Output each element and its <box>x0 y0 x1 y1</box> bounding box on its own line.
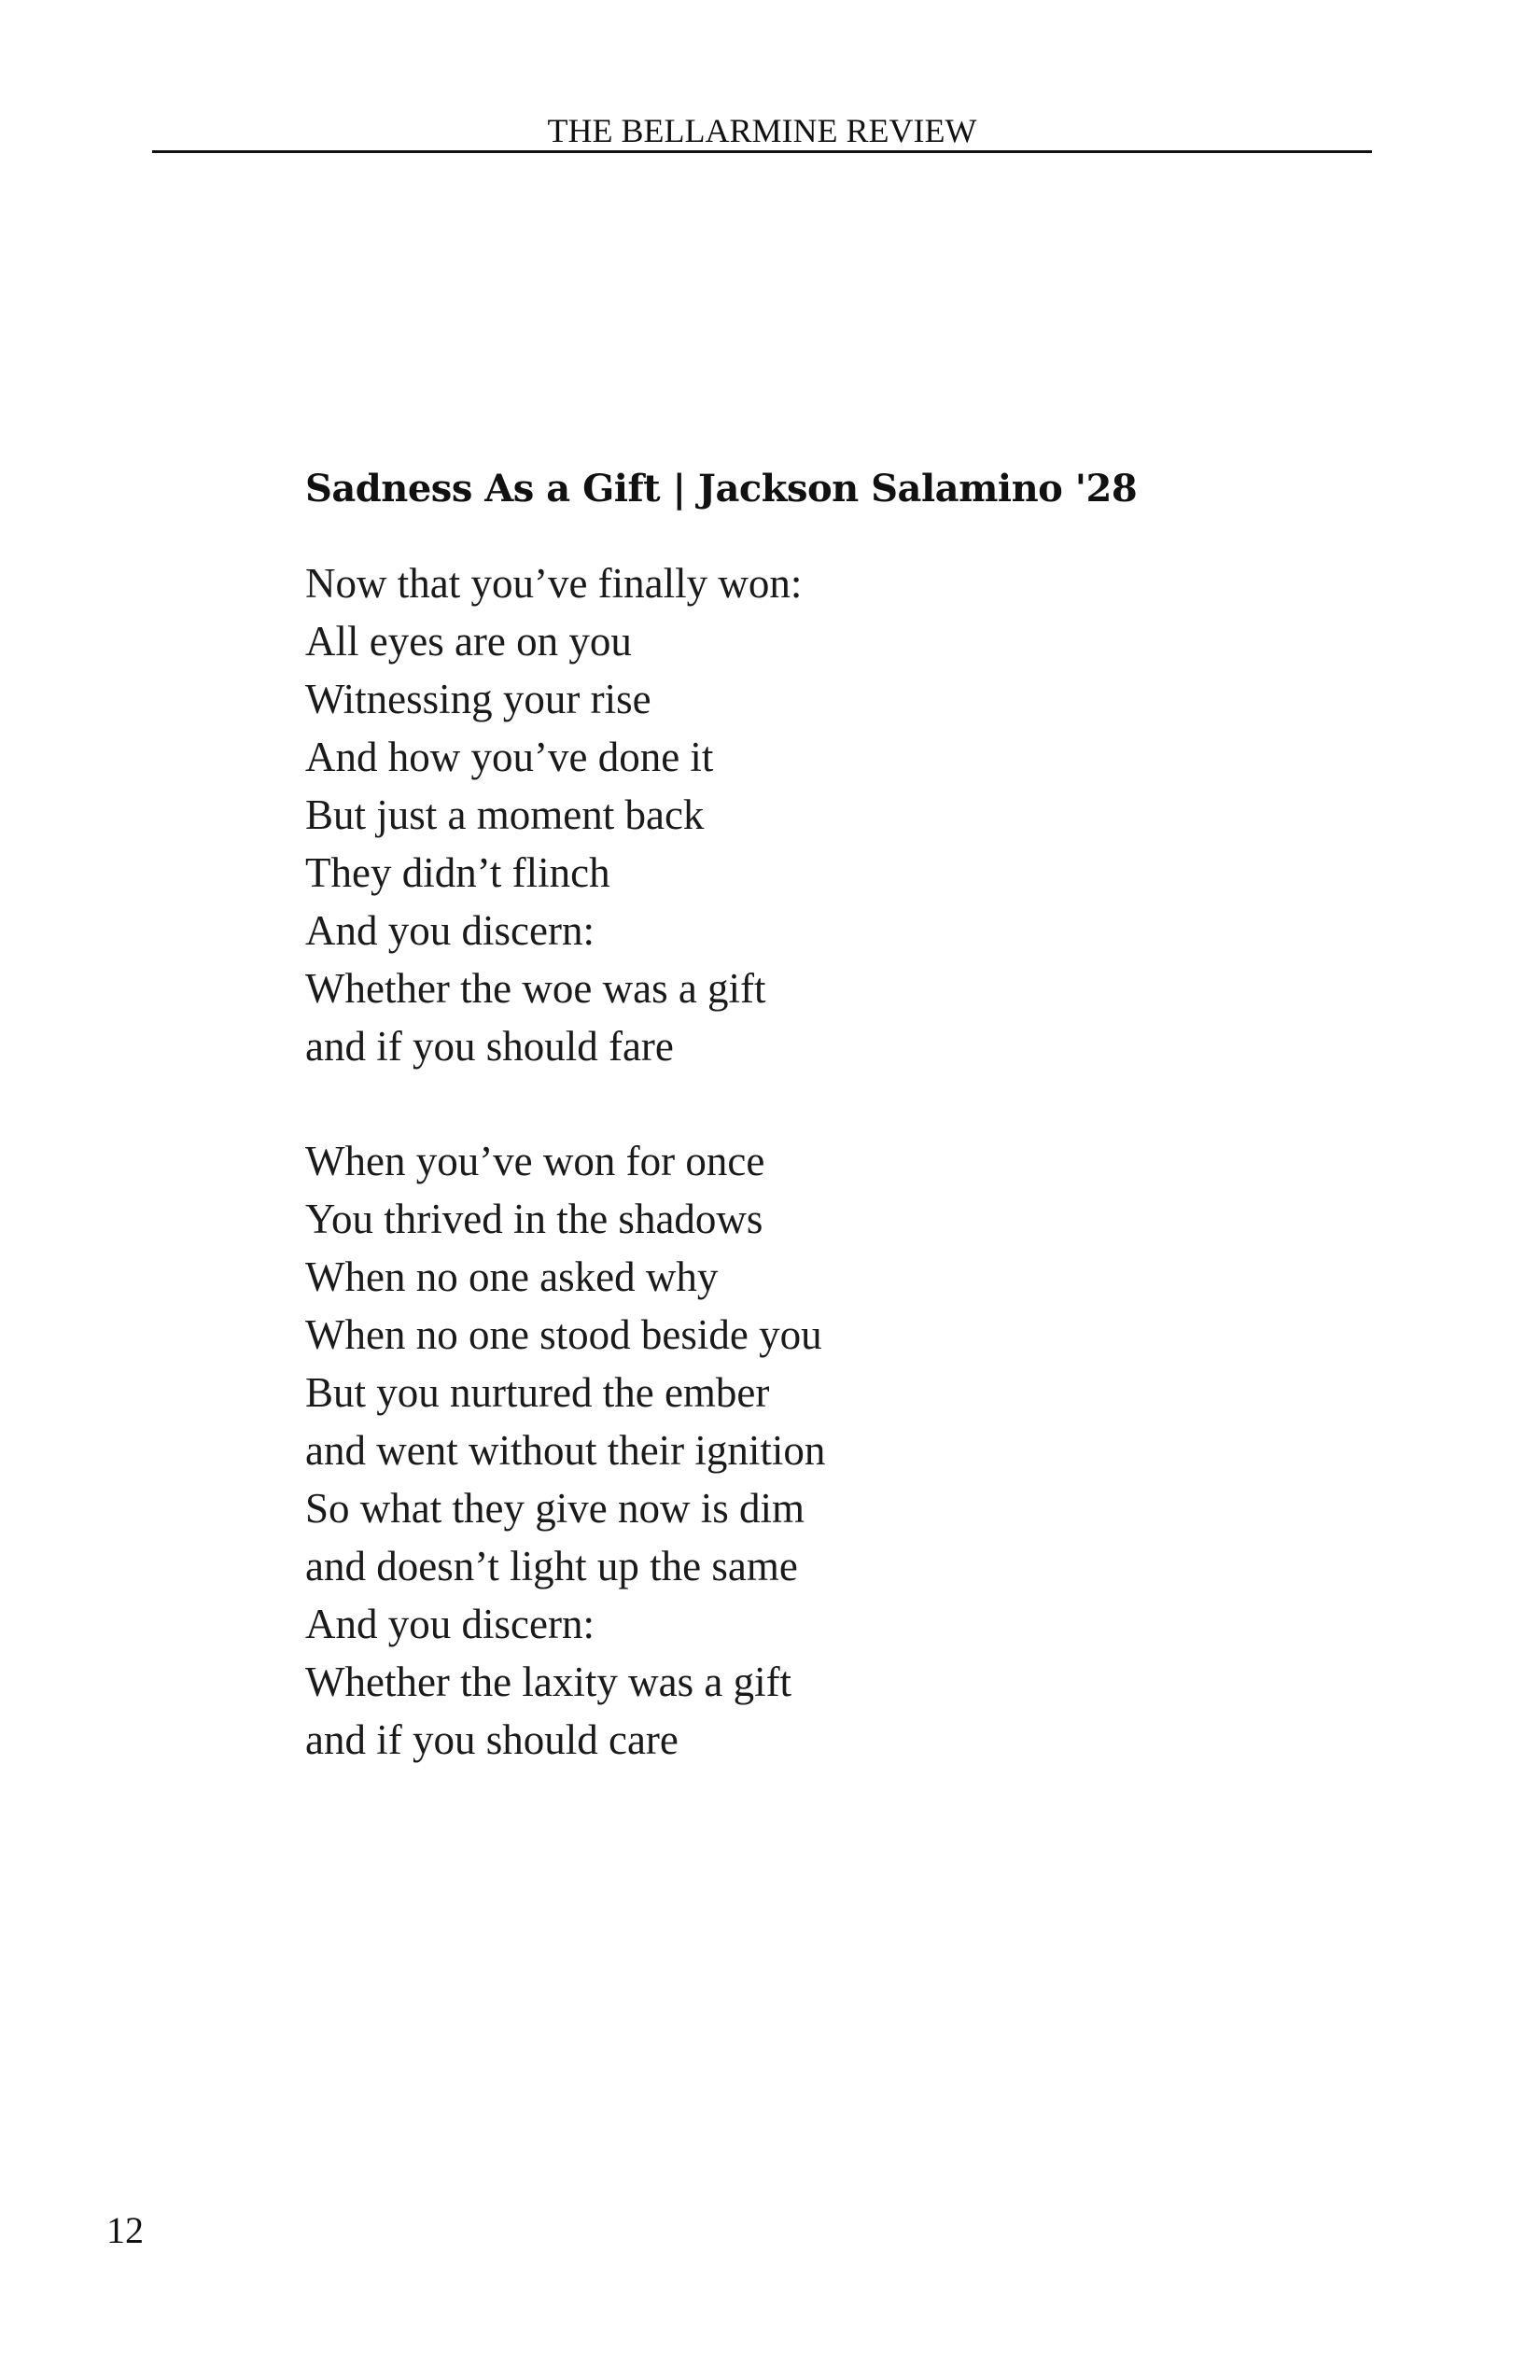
poem-line: and went without their ignition <box>305 1427 826 1474</box>
poem-line: So what they give now is dim <box>305 1485 805 1532</box>
poem-line: And how you’ve done it <box>305 734 714 780</box>
poem-line: Now that you’ve finally won: <box>305 560 803 607</box>
poem-line: They didn’t flinch <box>305 849 610 896</box>
poem-line: All eyes are on you <box>305 618 632 665</box>
poem-line: and if you should fare <box>305 1023 674 1070</box>
poem-line: Whether the laxity was a gift <box>305 1659 792 1705</box>
stanza-2 <box>305 1132 1332 1769</box>
running-header: THE BELLARMINE REVIEW <box>547 112 977 149</box>
poem-line: And you discern: <box>305 907 595 954</box>
poem-line: When no one stood beside you <box>305 1311 822 1358</box>
stanza-1 <box>305 554 1332 1075</box>
poem-title: Sadness As a Gift | Jackson Salamino '28 <box>305 467 1138 511</box>
poem-line: And you discern: <box>305 1601 595 1647</box>
poem-line: and if you should care <box>305 1716 679 1763</box>
poem-line: Witnessing your rise <box>305 676 651 722</box>
page-number: 12 <box>106 2209 144 2251</box>
poem-line: and doesn’t light up the same <box>305 1543 798 1589</box>
poem-line: But you nurtured the ember <box>305 1369 770 1416</box>
poem-line: You thrived in the shadows <box>305 1196 763 1242</box>
poem-line: But just a moment back <box>305 791 705 838</box>
poem-line: When you’ve won for once <box>305 1138 765 1184</box>
header-rule <box>152 150 1372 153</box>
poem <box>305 461 1332 1826</box>
poem-line: When no one asked why <box>305 1253 719 1300</box>
poem-line: Whether the woe was a gift <box>305 965 766 1012</box>
